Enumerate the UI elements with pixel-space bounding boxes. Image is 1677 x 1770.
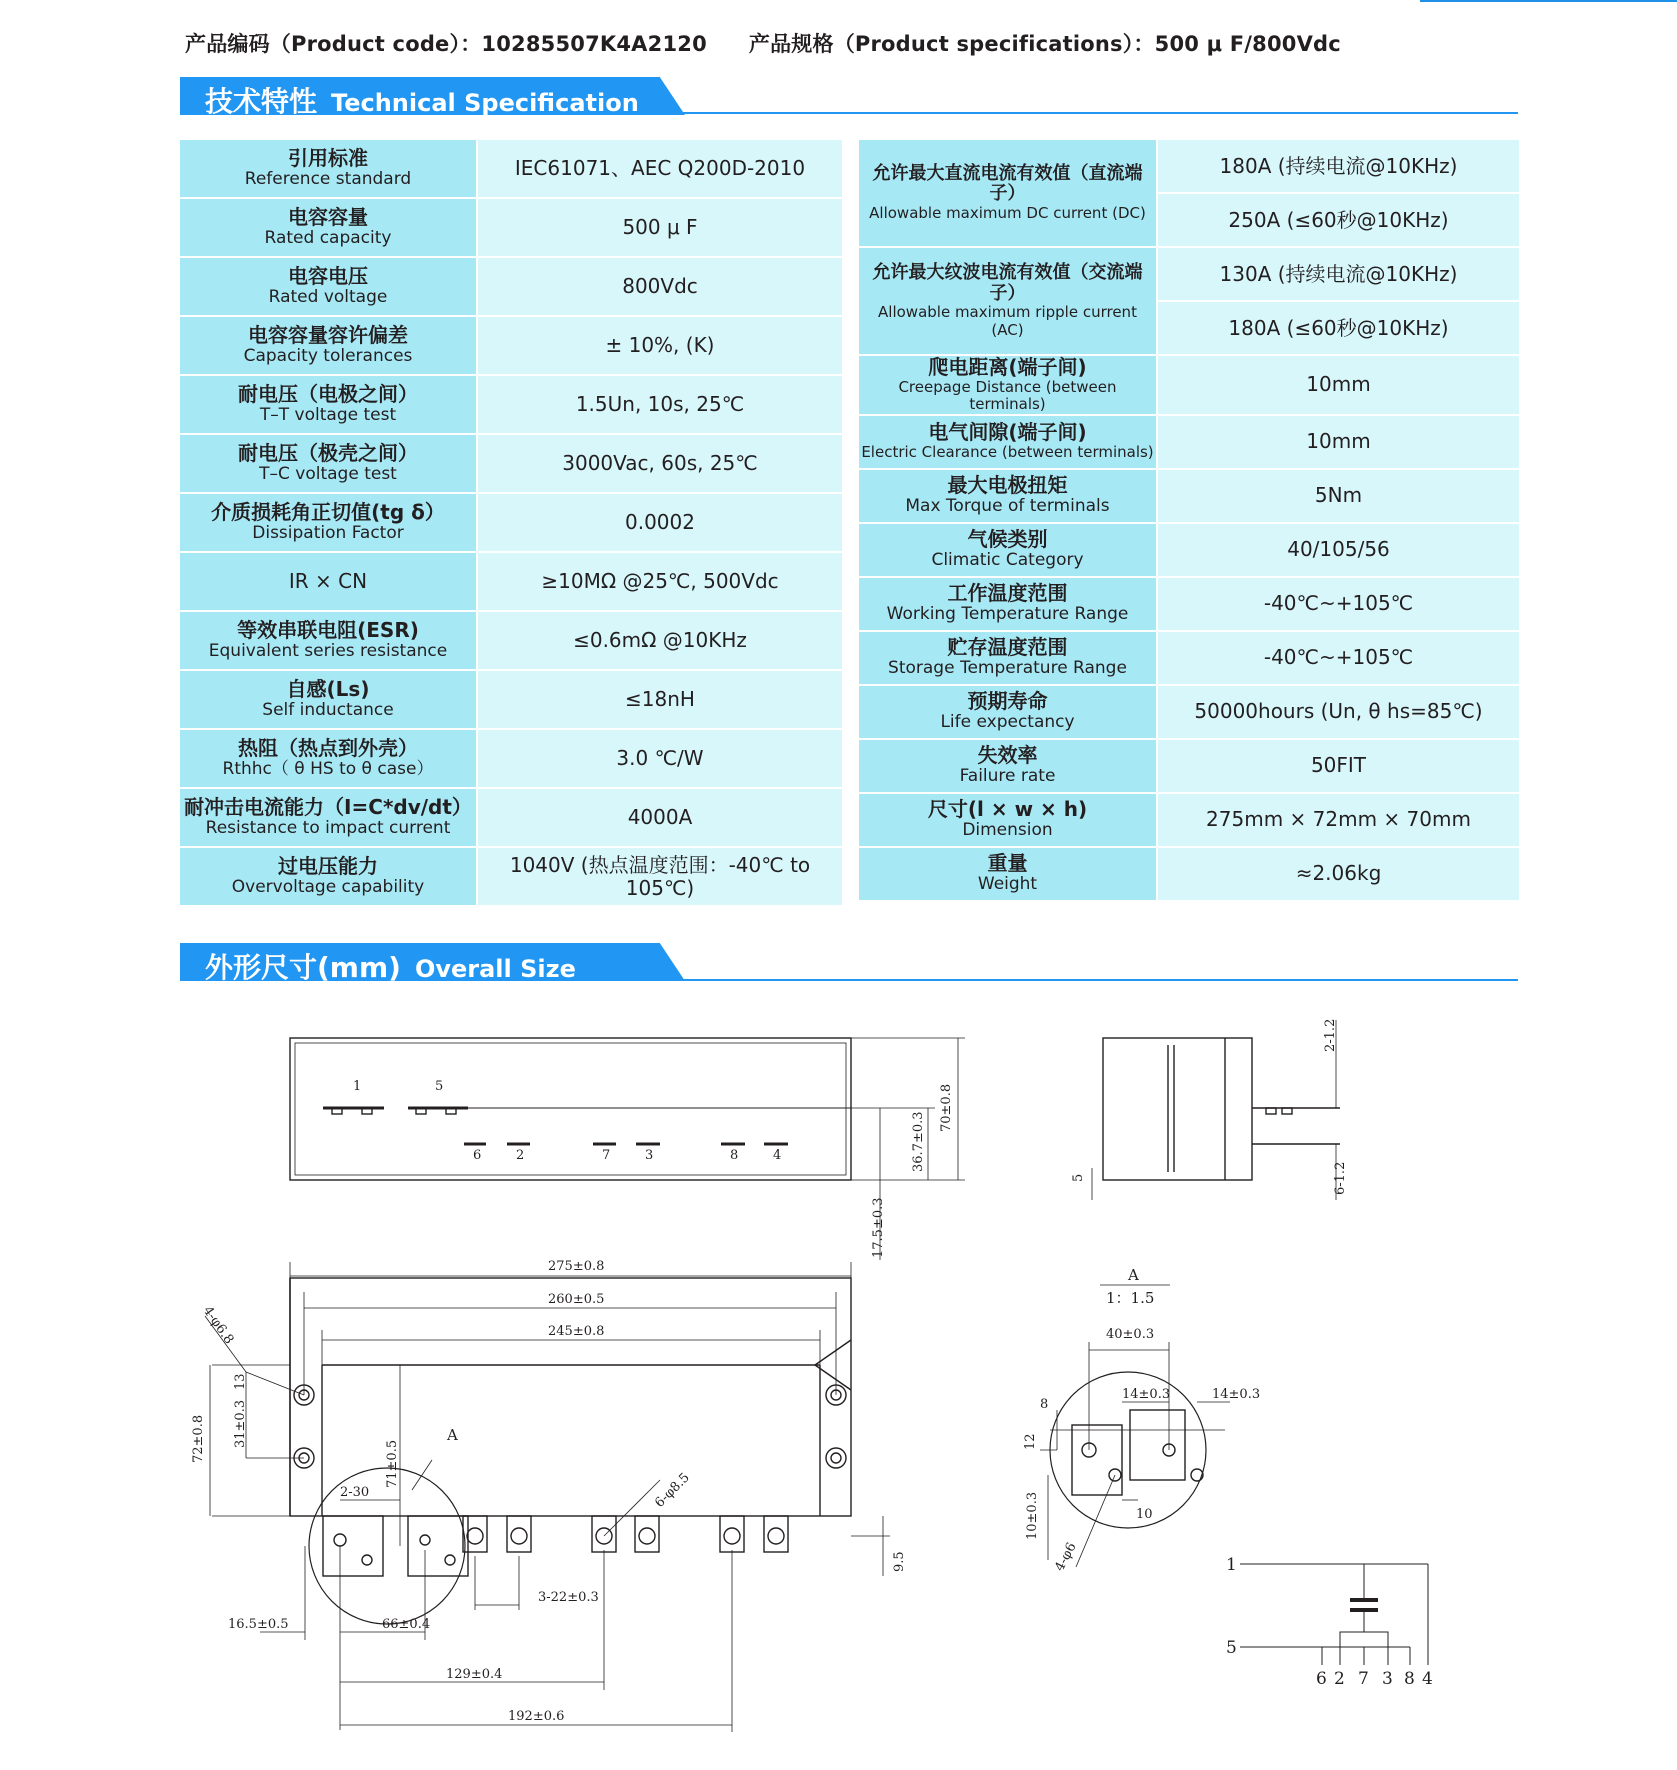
spec-value: 10mm [1157, 355, 1520, 415]
spec-label-en: Rated capacity [264, 228, 392, 249]
terminal-label-1: 1 [353, 1079, 362, 1094]
terminal-label-2: 2 [516, 1148, 525, 1163]
spec-label-cn: 尺寸(l × w × h) [927, 797, 1088, 822]
dim-31: 31±0.3 [233, 1399, 248, 1448]
dim-66: 66±0.4 [382, 1617, 431, 1632]
spec-label-en: Storage Temperature Range [888, 658, 1127, 679]
spec-label-en: T–T voltage test [259, 405, 397, 426]
spec-label-cn: 介质损耗角正切值(tg δ） [211, 500, 445, 525]
dim-71: 71±0.5 [385, 1439, 400, 1488]
size-section-title-en: Overall Size [414, 955, 576, 983]
spec-label-cn: 自感(Ls) [286, 677, 370, 702]
dim-6-1-2: 6-1.2 [1333, 1161, 1348, 1195]
spec-label-en: Weight [977, 874, 1038, 895]
spec-label-cn: 等效串联电阻(ESR) [237, 618, 419, 643]
spec-label-dc-current: 允许最大直流电流有效值（直流端子） Allowable maximum DC current (DC) [858, 139, 1157, 247]
dim-5: 5 [1071, 1173, 1086, 1182]
spec-label-cn: 预期寿命 [967, 689, 1048, 714]
product-code-value: 10285507K4A2120 [481, 32, 707, 56]
spec-value: 500 μ F [477, 198, 843, 257]
spec-label-cn: 电气间隙(端子间) [928, 420, 1087, 445]
schematic-pin-4: 4 [1422, 1669, 1433, 1689]
spec-value: 275mm × 72mm × 70mm [1157, 793, 1520, 847]
spec-value: 1.5Un, 10s, 25℃ [477, 375, 843, 434]
terminal-label-4: 4 [773, 1148, 782, 1163]
terminal-label-3: 3 [645, 1148, 654, 1163]
spec-value: ≈2.06kg [1157, 847, 1520, 901]
terminal-label-7: 7 [602, 1148, 611, 1163]
spec-label-en: T–C voltage test [259, 464, 397, 485]
spec-label-cn: 引用标准 [288, 146, 368, 171]
spec-label-en: Dissipation Factor [252, 523, 404, 544]
product-spec-value: 500 μ F/800Vdc [1154, 32, 1341, 56]
dim-4-6: 4-φ6 [1052, 1540, 1080, 1574]
dim-40: 40±0.3 [1106, 1327, 1155, 1342]
spec-label-cn: 气候类别 [967, 527, 1048, 552]
dim-13: 13 [233, 1373, 248, 1390]
spec-label-en: Resistance to impact current [205, 818, 451, 839]
spec-label-en: Rthhc（ θ HS to θ case） [222, 759, 434, 780]
schematic-pin-1: 1 [1226, 1555, 1237, 1575]
dim-72: 72±0.8 [191, 1414, 206, 1463]
spec-value-ac-current-2: 180A (≤60秒@10KHz) [1157, 301, 1520, 355]
dim-10: 10 [1136, 1507, 1153, 1522]
spec-value-dc-current-1: 180A (持续电流@10KHz) [1157, 139, 1520, 193]
dim-260: 260±0.5 [548, 1292, 605, 1307]
spec-label-en: Climatic Category [931, 550, 1084, 571]
spec-label-en: Electric Clearance (between terminals) [861, 443, 1154, 462]
schematic-pin-6: 6 [1316, 1669, 1327, 1689]
dim-thread: 6-φ8.5 [652, 1470, 693, 1511]
spec-label-cn: 耐电压（电极之间） [238, 382, 418, 407]
spec-label-cn: 失效率 [977, 743, 1038, 768]
product-code-label: 产品编码（Product code）： [185, 32, 482, 56]
tech-section-title-cn: 技术特性 [205, 85, 318, 118]
terminal-label-8: 8 [730, 1148, 739, 1163]
dim-70: 70±0.8 [939, 1083, 954, 1132]
schematic-pin-3: 3 [1382, 1669, 1393, 1689]
spec-label-cn: 重量 [987, 851, 1028, 876]
dim-17-5: 17.5±0.3 [871, 1197, 886, 1258]
spec-label-en: Self inductance [262, 700, 394, 721]
spec-label-cn: 耐冲击电流能力（I=C*dv/dt） [184, 795, 472, 820]
spec-label-cn: 耐电压（极壳之间） [238, 441, 418, 466]
spec-value: 50FIT [1157, 739, 1520, 793]
terminal-label-5: 5 [435, 1079, 444, 1094]
spec-value: 0.0002 [477, 493, 843, 552]
spec-value: 10mm [1157, 415, 1520, 469]
tech-section-title-en: Technical Specification [331, 89, 639, 117]
detail-scale: 1：1.5 [1106, 1289, 1155, 1307]
schematic-pin-7: 7 [1358, 1669, 1369, 1689]
dim-10-3: 10±0.3 [1025, 1491, 1040, 1540]
spec-value: 3.0 ℃/W [477, 729, 843, 788]
schematic-pin-2: 2 [1334, 1669, 1345, 1689]
spec-value-ac-current-1: 130A (持续电流@10KHz) [1157, 247, 1520, 301]
spec-label-en: IR × CN [288, 569, 368, 593]
spec-value: -40℃~+105℃ [1157, 631, 1520, 685]
terminal-label-6: 6 [473, 1148, 482, 1163]
size-section-title-cn: 外形尺寸(mm) [205, 951, 401, 984]
dim-3-22: 3-22±0.3 [538, 1590, 599, 1605]
spec-label-en: Overvoltage capability [231, 877, 425, 898]
dim-275: 275±0.8 [548, 1259, 605, 1274]
dim-14-b: 14±0.3 [1212, 1387, 1261, 1402]
dim-2-1-2: 2-1.2 [1323, 1018, 1338, 1052]
spec-value: ≤18nH [477, 670, 843, 729]
spec-label-en: Max Torque of terminals [905, 496, 1110, 517]
dim-holes: 4-φ6.8 [199, 1303, 237, 1348]
spec-value: 4000A [477, 788, 843, 847]
spec-value: ≤0.6mΩ @10KHz [477, 611, 843, 670]
spec-value: ± 10%, (K) [477, 316, 843, 375]
dim-129: 129±0.4 [446, 1667, 503, 1682]
dim-192: 192±0.6 [508, 1709, 565, 1724]
spec-value: -40℃~+105℃ [1157, 577, 1520, 631]
spec-label-cn: 热阻（热点到外壳） [238, 736, 418, 761]
spec-label-en: Life expectancy [940, 712, 1075, 733]
dim-9-5: 9.5 [892, 1551, 907, 1572]
spec-label-en: Reference standard [244, 169, 412, 190]
spec-label-cn: 贮存温度范围 [947, 635, 1068, 660]
dim-16-5: 16.5±0.5 [228, 1617, 289, 1632]
dim-2-30: 2-30 [340, 1485, 370, 1500]
detail-a-label: A [1128, 1266, 1139, 1284]
spec-label-cn: 爬电距离(端子间) [928, 355, 1087, 379]
schematic-pin-8: 8 [1404, 1669, 1415, 1689]
dim-14-a: 14±0.3 [1122, 1387, 1171, 1402]
dim-12: 12 [1023, 1433, 1038, 1450]
spec-value: 50000hours (Un, θ hs=85℃) [1157, 685, 1520, 739]
spec-label-cn: 电容容量容许偏差 [248, 323, 408, 348]
spec-label-ac-current: 允许最大纹波电流有效值（交流端子） Allowable maximum ripple current (AC) [858, 247, 1157, 355]
spec-label-cn: 电容电压 [288, 264, 368, 289]
spec-label-en: Equivalent series resistance [208, 641, 448, 662]
spec-label-cn: 最大电极扭矩 [947, 473, 1068, 498]
spec-label-en: Dimension [962, 820, 1053, 841]
dim-8: 8 [1040, 1397, 1049, 1412]
spec-value: 5Nm [1157, 469, 1520, 523]
spec-label-cn: 电容容量 [288, 205, 368, 230]
spec-label-en: Creepage Distance (between terminals) [898, 378, 1117, 414]
product-spec-label: 产品规格（Product specifications）： [748, 32, 1155, 56]
callout-a-front: A [447, 1426, 458, 1444]
spec-label-en: Capacity tolerances [243, 346, 413, 367]
dim-36-7: 36.7±0.3 [911, 1111, 926, 1172]
spec-value: IEC61071、AEC Q200D-2010 [477, 139, 843, 198]
spec-label-en: Rated voltage [268, 287, 388, 308]
spec-value: 1040V (热点温度范围：-40℃ to 105℃) [477, 847, 843, 906]
spec-value: ≥10MΩ @25℃, 500Vdc [477, 552, 843, 611]
spec-value: 40/105/56 [1157, 523, 1520, 577]
spec-value: 800Vdc [477, 257, 843, 316]
spec-label-en: Failure rate [959, 766, 1056, 787]
spec-label-cn: 工作温度范围 [947, 581, 1068, 606]
dim-245: 245±0.8 [548, 1324, 605, 1339]
schematic-pin-5: 5 [1226, 1638, 1237, 1658]
spec-value: 3000Vac, 60s, 25℃ [477, 434, 843, 493]
spec-label-en: Working Temperature Range [886, 604, 1129, 625]
spec-label-cn: 过电压能力 [278, 854, 378, 879]
spec-value-dc-current-2: 250A (≤60秒@10KHz) [1157, 193, 1520, 247]
